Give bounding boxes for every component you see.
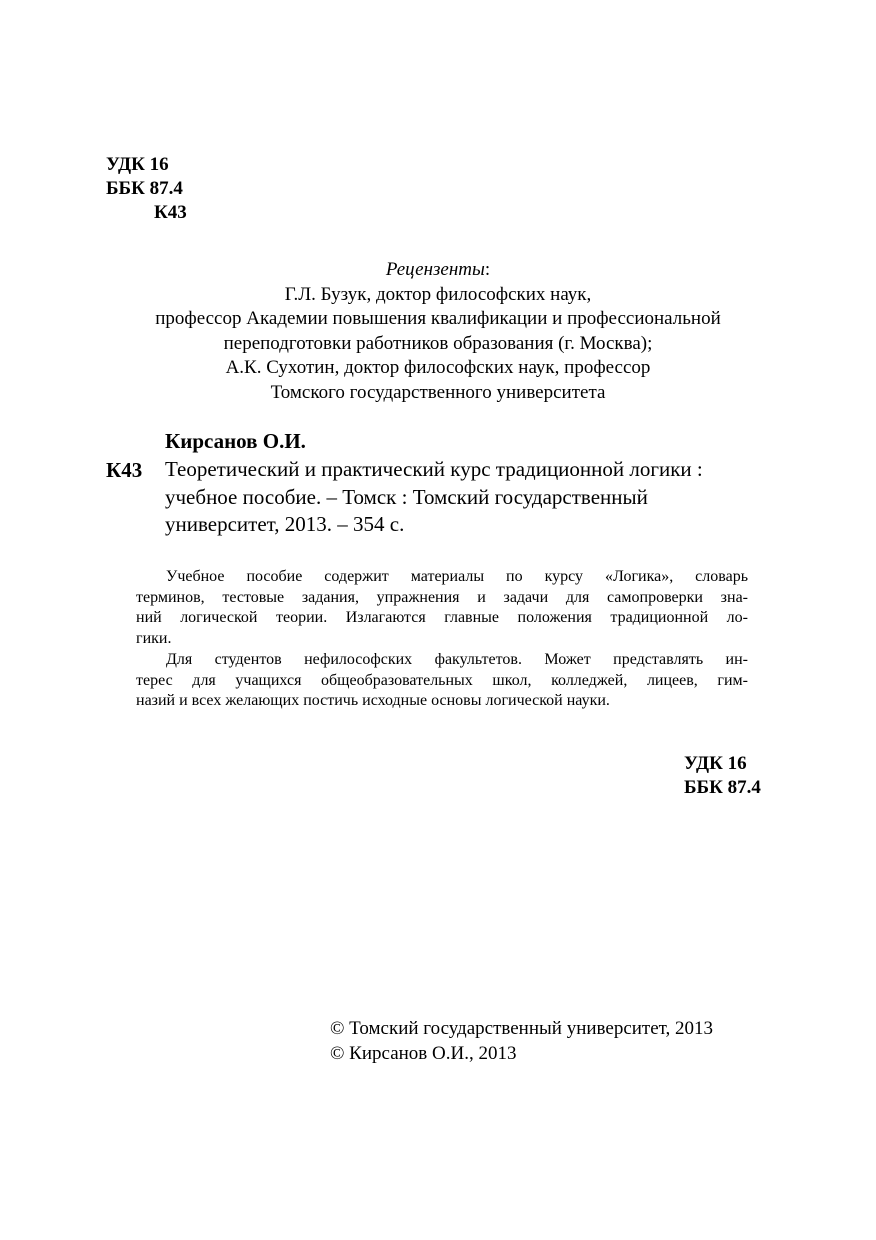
bbk-code: ББК 87.4 bbox=[684, 777, 761, 798]
reviewer-line: профессор Академии повышения квалификации и профессиональной bbox=[155, 308, 721, 329]
reviewer-line: А.К. Сухотин, доктор философских наук, профессор bbox=[225, 357, 651, 378]
reviewer-line: Томского государственного университета bbox=[270, 381, 606, 403]
annotation-line: Учебное пособие содержит материалы по курсу «Логика», словарь bbox=[166, 568, 748, 585]
classification-top bbox=[106, 153, 187, 225]
title-line: учебное пособие. – Томск : Томский государственный bbox=[165, 484, 648, 509]
title-line: университет, 2013. – 354 с. bbox=[165, 512, 405, 536]
bbk-code: ББК 87.4 bbox=[106, 178, 183, 199]
annotation bbox=[136, 567, 748, 712]
book-title bbox=[165, 456, 765, 539]
copyright-line: © Томский государственный университет, 2013 bbox=[330, 1018, 714, 1039]
copyright-line: © Кирсанов О.И., 2013 bbox=[330, 1043, 517, 1064]
reviewers-heading-colon: : bbox=[484, 259, 491, 280]
reviewers-heading-row bbox=[0, 258, 876, 283]
reviewers-heading: Рецензенты bbox=[385, 259, 485, 280]
annotation-line: гики. bbox=[136, 630, 172, 648]
title-line: Теоретический и практический курс традиционной логики : bbox=[165, 457, 703, 481]
reviewers-block bbox=[0, 258, 876, 405]
annotation-line: назий и всех желающих постичь исходные основы логической науки. bbox=[136, 692, 610, 710]
annotation-line: терминов, тестовые задания, упражнения и задачи для самопроверки зна- bbox=[136, 588, 748, 606]
annotation-line: ний логической теории. Излагаются главные положения традиционной ло- bbox=[136, 609, 748, 627]
annotation-line: Для студентов нефилософских факультетов. Может представлять ин- bbox=[166, 650, 748, 668]
udk-code: УДК 16 bbox=[106, 154, 169, 175]
annotation-line: терес для учащихся общеобразовательных школ, колледжей, лицеев, гим- bbox=[136, 671, 748, 689]
reviewer-line: Г.Л. Бузук, доктор философских наук, bbox=[284, 283, 592, 305]
copyright-block bbox=[330, 1016, 713, 1066]
book-author: Кирсанов О.И. bbox=[165, 429, 306, 453]
udk-code: УДК 16 bbox=[684, 753, 747, 774]
reviewer-line: переподготовки работников образования (г. Москва); bbox=[223, 332, 653, 354]
author-sign: К43 bbox=[154, 202, 187, 223]
classification-bottom bbox=[684, 752, 761, 800]
record-code: К43 bbox=[106, 458, 143, 482]
